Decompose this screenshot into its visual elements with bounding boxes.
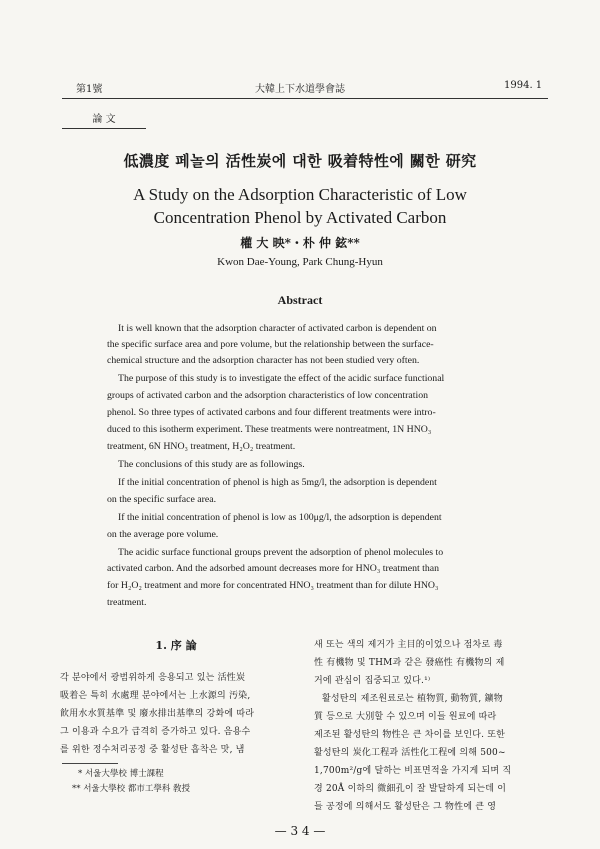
abstract-line: on the average pore volume. — [107, 529, 219, 540]
body-line: 吸着은 특히 水處理 분야에서는 上水源의 汚染, — [60, 691, 251, 701]
page-number: — 3 4 — — [274, 824, 326, 838]
abstract-line: treatment. — [107, 597, 147, 608]
abstract-line: It is well known that the adsorption character of activated carbon is dependent on — [118, 323, 437, 334]
abstract-line: If the initial concentration of phenol is high as 5mg/l, the adsorption is dependent — [118, 477, 437, 488]
title-korean: 低濃度 페놀의 活性炭에 대한 吸着特性에 關한 研究 — [123, 152, 477, 170]
abstract-line: If the initial concentration of phenol is low as 100μg/l, the adsorption is dependent — [118, 512, 442, 523]
abstract-line: activated carbon. And the adsorbed amount decreases more for HNO₃ treatment than — [107, 563, 440, 574]
body-line: 들 공정에 의해서도 활성탄은 그 物性에 큰 영 — [314, 802, 497, 812]
body-line: 性 有機物 및 THM과 같은 發癌性 有機物의 제 — [314, 658, 505, 668]
abstract-line: chemical structure and the adsorption character has not been studied very often. — [107, 355, 420, 366]
body-line: 를 위한 정수처리공정 중 활성탄 흡착은 맛, 냄 — [60, 745, 245, 755]
abstract-line: duced to this isotherm experiment. These treatments were nontreatment, 1N HNO₃ — [107, 424, 432, 435]
intro-heading: 1. 序 論 — [155, 639, 197, 652]
abstract-line: The acidic surface functional groups prevent the adsorption of phenol molecules to — [118, 547, 444, 558]
section-label-rule — [62, 128, 146, 129]
footnote-rule — [62, 763, 118, 764]
title-english-line: A Study on the Adsorption Characteristic of Low — [133, 185, 467, 204]
footnote: * 서울大學校 博士課程 — [78, 769, 164, 779]
header-date: 1994. 1 — [504, 80, 543, 91]
abstract-line: treatment, 6N HNO₃ treatment, H₂O₂ treatment. — [107, 441, 296, 452]
footnote: ** 서울大學校 都市工學科 敎授 — [72, 784, 191, 794]
section-label: 論 文 — [92, 114, 116, 125]
body-line: 활성탄의 제조원료로는 植物質, 動物質, 鑛物 — [322, 694, 503, 704]
body-line: 飮用水水質基準 및 廢水排出基準의 강화에 따라 — [60, 709, 255, 719]
authors-korean: 權 大 映*・朴 仲 鉉** — [240, 236, 360, 250]
abstract-line: groups of activated carbon and the adsorption characteristics of low concentration — [107, 390, 429, 401]
section-label-block — [62, 110, 548, 125]
body-line: 제조된 활성탄의 物性은 큰 차이를 보인다. 또한 — [314, 730, 506, 740]
body-line: 거에 관심이 집중되고 있다.¹⁾ — [314, 676, 431, 686]
body-line: 質 등으로 大別할 수 있으며 이들 원료에 따라 — [314, 712, 497, 722]
body-line: 1,700m²/g에 달하는 비표면적을 가지게 되며 직 — [314, 766, 512, 776]
abstract-line: The conclusions of this study are as followings. — [118, 459, 305, 470]
authors-english: Kwon Dae-Young, Park Chung-Hyun — [217, 256, 383, 268]
body-line: 경 20Å 이하의 微細孔이 잘 발달하게 되는데 이 — [314, 784, 507, 794]
header-rule — [62, 98, 548, 99]
body-line: 새 또는 색의 제거가 主目的이었으나 점차로 毒 — [314, 640, 503, 650]
abstract-line: phenol. So three types of activated carbons and four different treatments were intro- — [107, 407, 436, 418]
abstract-line: for H₂O₂ treatment and more for concentrated HNO₃ treatment than for dilute HNO₃ — [107, 580, 439, 591]
body-line: 그 이용과 수요가 급격히 증가하고 있다. 음용수 — [60, 727, 251, 737]
title-english — [0, 183, 600, 229]
title-english-line: Concentration Phenol by Activated Carbon — [153, 208, 447, 227]
body-line: 활성탄의 炭化工程과 活性化工程에 의해 500~ — [314, 748, 506, 758]
header-issue: 第1號 — [76, 84, 103, 95]
header-journal: 大韓上下水道學會誌 — [255, 84, 345, 95]
abstract-heading: Abstract — [277, 293, 323, 307]
abstract-line: the specific surface area and pore volume, but the relationship between the surface- — [107, 339, 434, 350]
abstract-line: on the specific surface area. — [107, 494, 217, 505]
abstract-line: The purpose of this study is to investigate the effect of the acidic surface functional — [118, 373, 445, 384]
body-line: 각 분야에서 광범위하게 응용되고 있는 活性炭 — [60, 673, 246, 683]
